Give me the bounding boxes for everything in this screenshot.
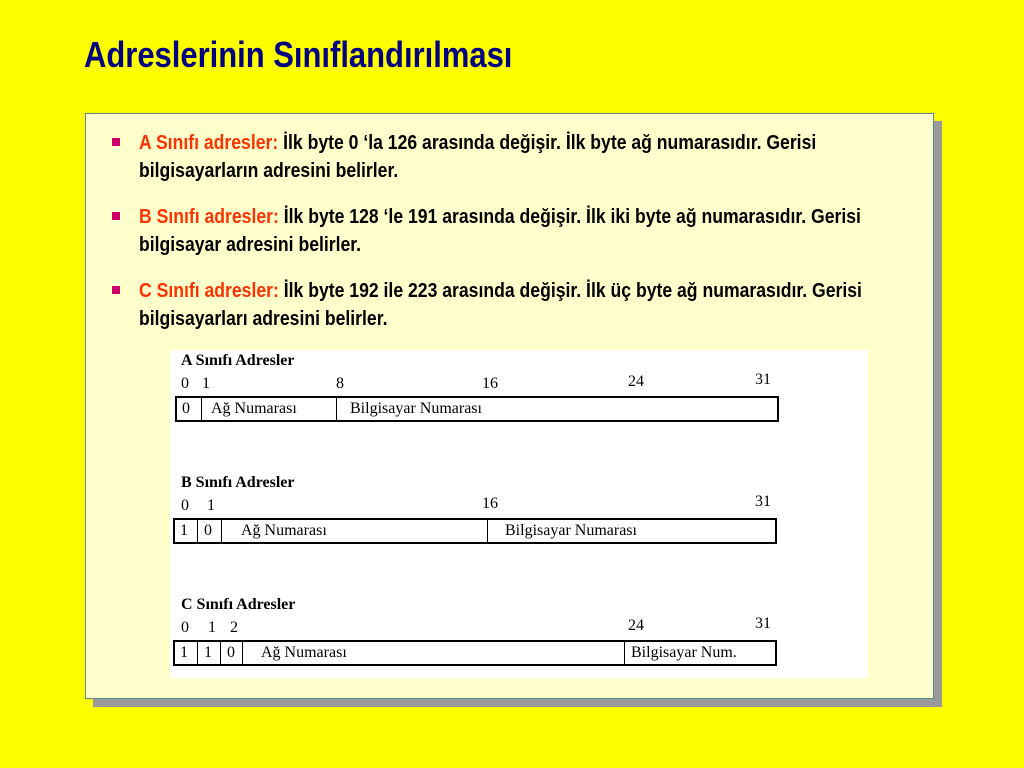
class-a-tick: 8 — [336, 375, 344, 392]
class-c-box — [173, 640, 777, 666]
class-c-tick: 31 — [755, 615, 771, 632]
class-b-cell: 0 — [204, 522, 212, 539]
class-b-cell: Ağ Numarası — [241, 522, 327, 539]
class-a-cell: Ağ Numarası — [211, 400, 297, 417]
class-a-cell: 0 — [182, 400, 190, 417]
bullet-item-b — [108, 203, 908, 259]
class-c-cell: 1 — [204, 644, 212, 661]
class-c-cell: Bilgisayar Num. — [631, 644, 737, 661]
address-class-diagram — [170, 350, 868, 678]
bullet-label: B Sınıfı adresler: — [139, 206, 279, 228]
bullet-label: C Sınıfı adresler: — [139, 280, 279, 302]
class-b-tick: 16 — [482, 495, 498, 512]
class-c-cell: 1 — [180, 644, 188, 661]
bullet-text: İlk byte 192 ile 223 arasında değişir. İlk üç byte ağ numarasıdır. Gerisi bilgisayarları adresini belirler. — [139, 280, 862, 330]
class-a-tick: 0 — [181, 375, 189, 392]
class-a-box — [175, 396, 779, 422]
class-a-title: A Sınıfı Adresler — [181, 352, 295, 369]
class-b-title: B Sınıfı Adresler — [181, 474, 295, 491]
class-b-cell: Bilgisayar Numarası — [505, 522, 637, 539]
class-a-cell: Bilgisayar Numarası — [350, 400, 482, 417]
bullet-text: İlk byte 128 ‘le 191 arasında değişir. İlk iki byte ağ numarasıdır. Gerisi bilgisayar adresini belirler. — [139, 206, 861, 256]
bullet-item-a — [108, 129, 908, 185]
bullet-square-icon — [112, 138, 120, 146]
class-c-tick: 1 — [208, 619, 216, 636]
class-a-tick: 1 — [202, 375, 210, 392]
bullet-text: İlk byte 0 ‘la 126 arasında değişir. İlk byte ağ numarasıdır. Gerisi bilgisayarların adresini belirler. — [139, 132, 817, 182]
content-panel — [85, 113, 934, 699]
class-c-tick: 24 — [628, 617, 644, 634]
class-c-title: C Sınıfı Adresler — [181, 596, 296, 613]
bullet-square-icon — [112, 212, 120, 220]
bullet-square-icon — [112, 286, 120, 294]
bullet-list — [108, 129, 908, 351]
class-b-tick: 1 — [207, 497, 215, 514]
class-a-tick: 24 — [628, 373, 644, 390]
class-b-tick: 0 — [181, 497, 189, 514]
class-b-tick: 31 — [755, 493, 771, 510]
class-c-cell: 0 — [227, 644, 235, 661]
class-c-cell: Ağ Numarası — [261, 644, 347, 661]
class-c-tick: 0 — [181, 619, 189, 636]
class-b-box — [173, 518, 777, 544]
bullet-label: A Sınıfı adresler: — [139, 132, 279, 154]
page-title: Adreslerinin Sınıflandırılması — [84, 34, 513, 75]
class-a-tick: 31 — [755, 371, 771, 388]
class-b-cell: 1 — [180, 522, 188, 539]
class-a-tick: 16 — [482, 375, 498, 392]
class-c-tick: 2 — [230, 619, 238, 636]
bullet-item-c — [108, 277, 908, 333]
